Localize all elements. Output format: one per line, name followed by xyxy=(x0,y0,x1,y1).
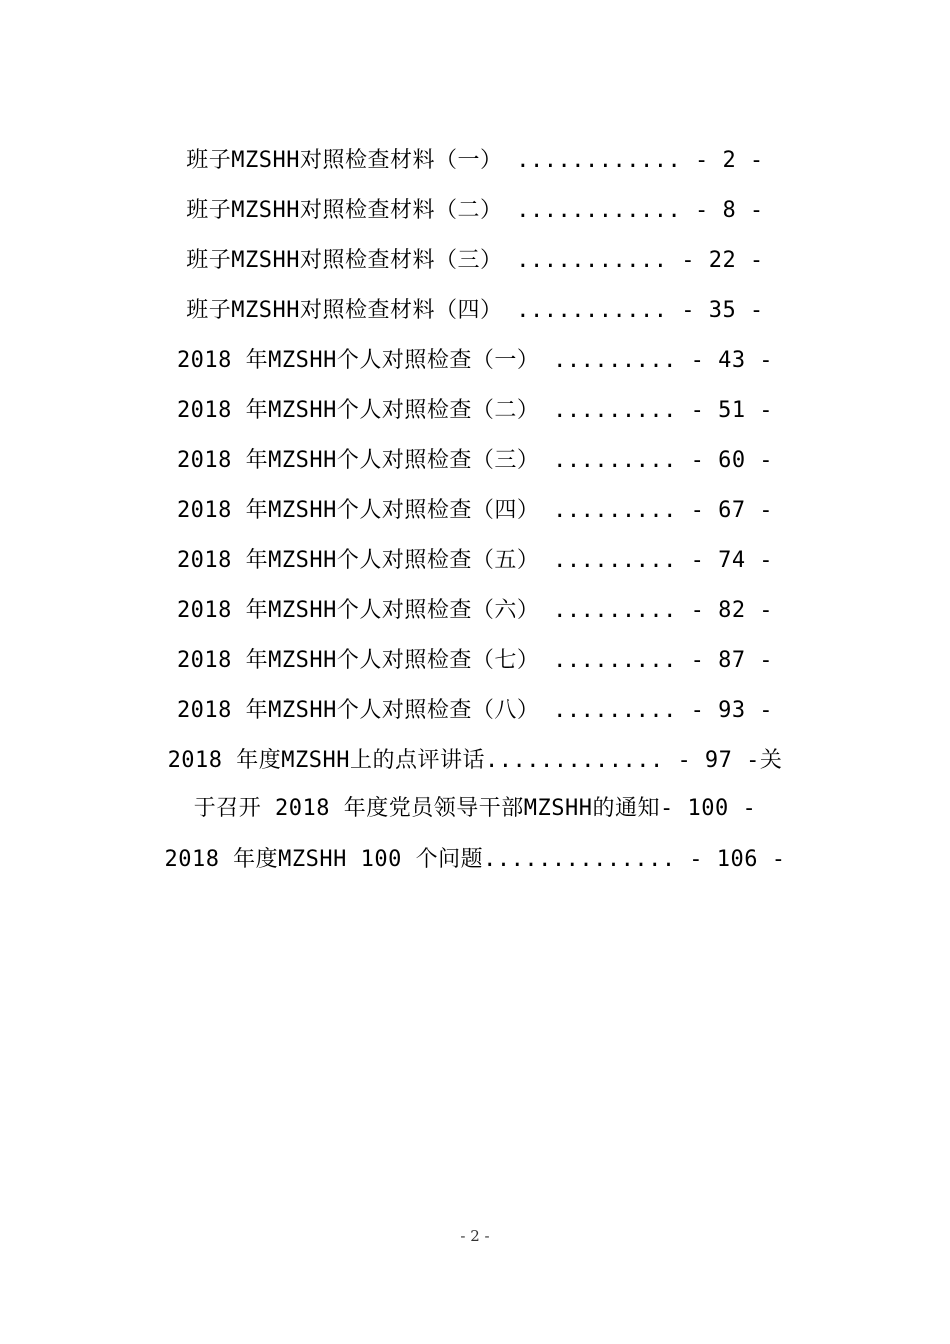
page-number: - 2 - xyxy=(460,1227,490,1245)
toc-entry: 2018 年MZSHH个人对照检查（八） ......... - 93 - xyxy=(176,698,774,723)
toc-entry: 于召开 2018 年度党员领导干部MZSHH的通知- 100 - xyxy=(193,796,757,821)
toc-entry: 2018 年度MZSHH 100 个问题.............. - 106 - xyxy=(164,847,786,872)
toc-entry: 2018 年MZSHH个人对照检查（五） ......... - 74 - xyxy=(176,548,774,573)
toc-entry: 班子MZSHH对照检查材料（三） ........... - 22 - xyxy=(186,248,764,273)
toc-entry: 2018 年MZSHH个人对照检查（七） ......... - 87 - xyxy=(176,648,774,673)
toc-entry: 2018 年MZSHH个人对照检查（一） ......... - 43 - xyxy=(176,348,774,373)
toc-entry: 2018 年度MZSHH上的点评讲话............. - 97 -关 xyxy=(167,748,783,773)
toc-entry: 班子MZSHH对照检查材料（一） ............ - 2 - xyxy=(186,148,764,173)
toc-entry: 班子MZSHH对照检查材料（二） ............ - 8 - xyxy=(186,198,764,223)
toc-entry: 班子MZSHH对照检查材料（四） ........... - 35 - xyxy=(186,298,764,323)
toc-entry: 2018 年MZSHH个人对照检查（四） ......... - 67 - xyxy=(176,498,774,523)
toc-entry: 2018 年MZSHH个人对照检查（六） ......... - 82 - xyxy=(176,598,774,623)
toc-entry: 2018 年MZSHH个人对照检查（二） ......... - 51 - xyxy=(176,398,774,423)
toc-entry: 2018 年MZSHH个人对照检查（三） ......... - 60 - xyxy=(176,448,774,473)
